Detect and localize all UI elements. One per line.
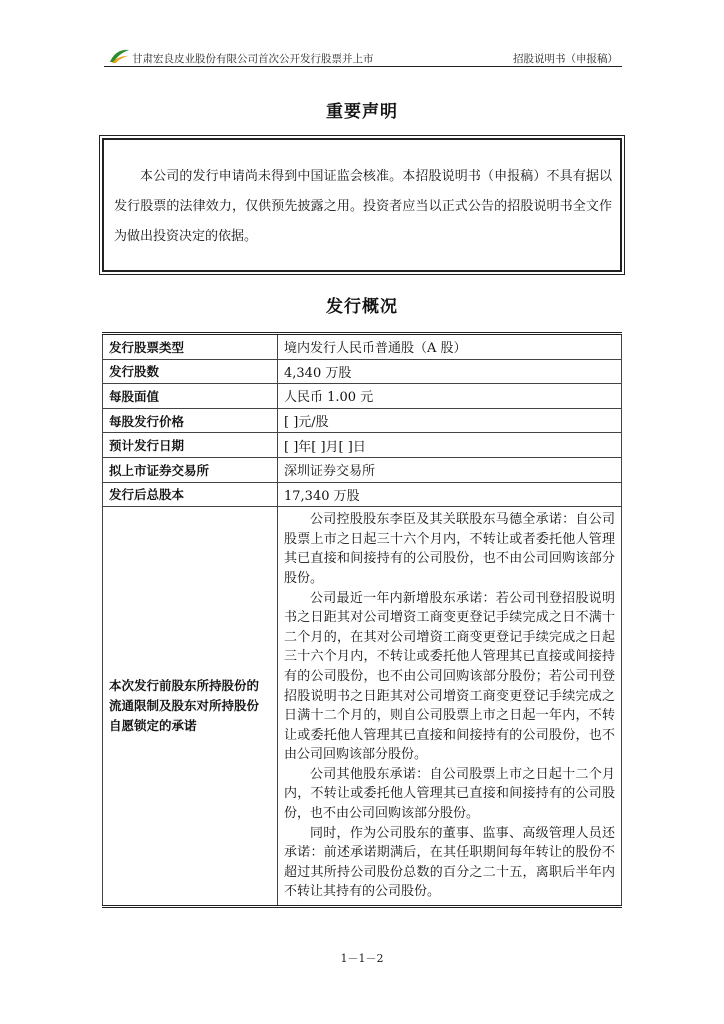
header-doc-type: 招股说明书（申报稿） — [513, 53, 618, 65]
table-row — [103, 334, 622, 360]
important-notice-box — [102, 138, 622, 272]
table-row — [103, 482, 622, 507]
header-company-line: 甘肃宏良皮业股份有限公司首次公开发行股票并上市 — [132, 53, 374, 65]
notice-title: 重要声明 — [326, 102, 398, 122]
table-row — [103, 408, 622, 433]
page-number: 1－1－2 — [340, 952, 384, 965]
notice-text: 本公司的发行申请尚未得到中国证监会核准。本招股说明书（申报稿）不具有据以发行股票的法律效力，仅供预先披露之用。投资者应当以正式公告的招股说明书全文作为做出投资决定的依据。 — [114, 169, 612, 244]
company-logo-icon — [108, 48, 130, 64]
row-label: 发行股数 — [103, 359, 278, 384]
row-value: 深圳证券交易所 — [278, 457, 622, 482]
row-label: 预计发行日期 — [103, 433, 278, 458]
row-value: [ ]年[ ]月[ ]日 — [278, 433, 622, 458]
row-label: 发行股票类型 — [103, 334, 278, 360]
table-row — [103, 433, 622, 458]
lockup-paragraph: 公司其他股东承诺：自公司股票上市之日起十二个月内，不转让或委托他人管理其已直接和间接持有的公司股份，也不由公司回购该部分股份。 — [284, 766, 615, 822]
row-value: 境内发行人民币普通股（A 股） — [278, 334, 622, 360]
lockup-paragraph: 公司最近一年内新增股东承诺：若公司刊登招股说明书之日距其对公司增资工商变更登记手续完成之日不满十二个月的，在其对公司增资工商变更登记手续完成之日起三十六个月内，不转让或委托他人管理其已直接或间接持有的公司股份，也不由公司回购该部分股份；若公司刊登招股说明书之日距其对公司增资工商变更登记手续完成之日满十二个月的，则自公司股票上市之日起一年内，不转让或委托他人管理其已直接和间接持有的公司股份，也不由公司回购该部分股份。 — [284, 590, 615, 763]
row-value: 人民币 1.00 元 — [278, 384, 622, 409]
header-divider — [104, 66, 622, 67]
overview-title: 发行概况 — [326, 297, 398, 317]
row-value: 17,340 万股 — [278, 482, 622, 507]
table-row — [103, 384, 622, 409]
lockup-label: 本次发行前股东所持股份的流通限制及股东对所持股份自愿锁定的承诺 — [103, 507, 278, 907]
row-value: 4,340 万股 — [278, 359, 622, 384]
row-label: 每股发行价格 — [103, 408, 278, 433]
issuance-overview-table — [102, 332, 622, 908]
lockup-commitments — [278, 507, 622, 907]
lockup-row — [103, 507, 622, 907]
row-value: [ ]元/股 — [278, 408, 622, 433]
row-label: 每股面值 — [103, 384, 278, 409]
lockup-paragraph: 同时，作为公司股东的董事、监事、高级管理人员还承诺：前述承诺期满后，在其任职期间每年转让的股份不超过其所持公司股份总数的百分之二十五，离职后半年内不转让其持有的公司股份。 — [284, 825, 615, 900]
table-row — [103, 457, 622, 482]
page-header — [104, 46, 622, 68]
table-row — [103, 359, 622, 384]
row-label: 发行后总股本 — [103, 482, 278, 507]
lockup-paragraph: 公司控股股东李臣及其关联股东马德全承诺：自公司股票上市之日起三十六个月内，不转让或者委托他人管理其已直接和间接持有的公司股份，也不由公司回购该部分股份。 — [284, 512, 615, 586]
row-label: 拟上市证券交易所 — [103, 457, 278, 482]
